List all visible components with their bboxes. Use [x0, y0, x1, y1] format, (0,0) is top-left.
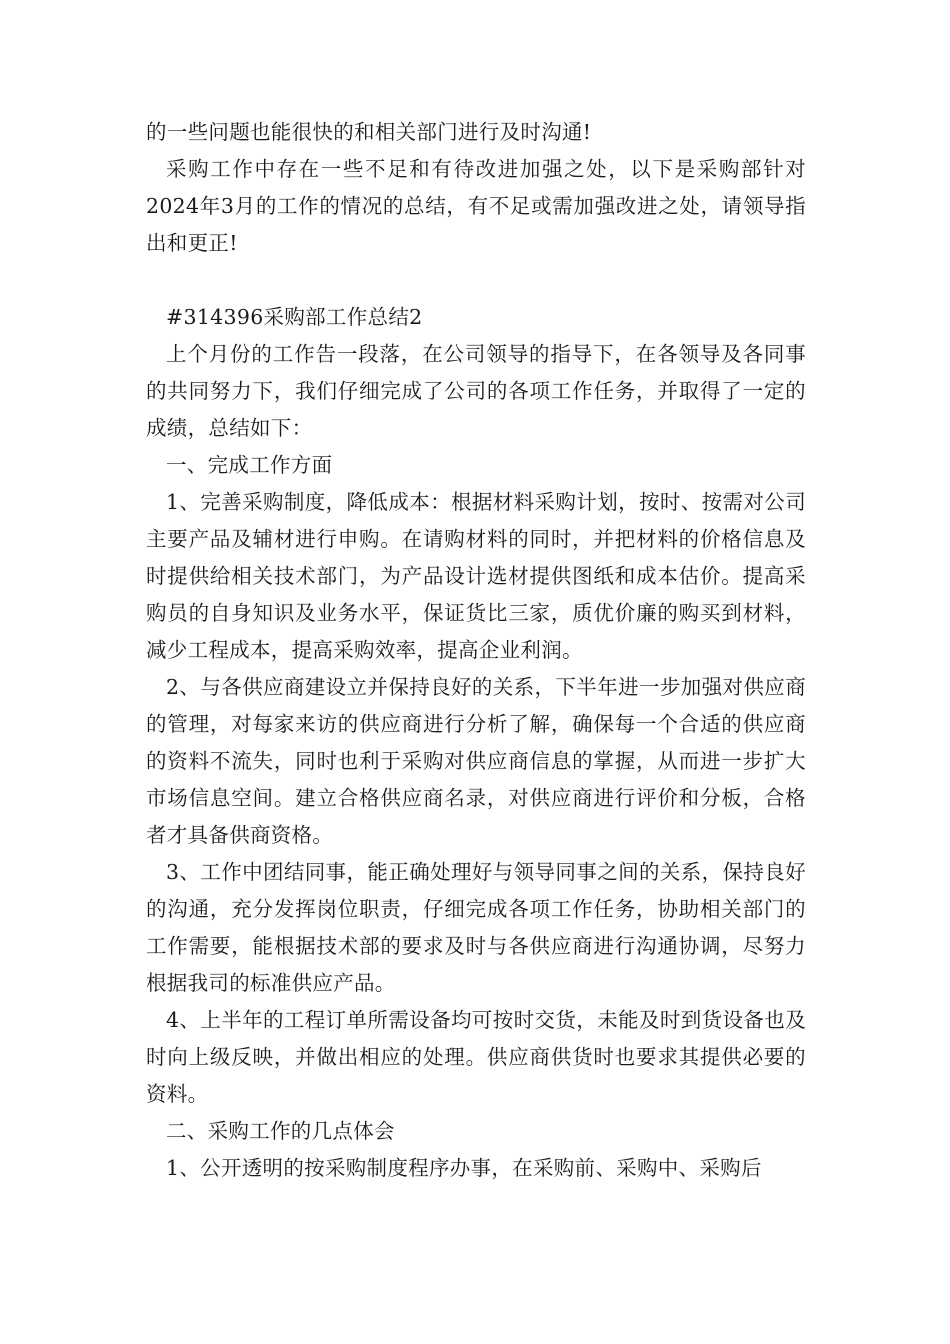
heading-completed-work: 一、完成工作方面: [166, 453, 333, 477]
list-item-2: 2、与各供应商建设立并保持良好的关系，下半年进一步加强对供应商的管理，对每家来访的供应商进行分析了解，确保每一个合适的供应商的资料不流失，同时也利于采购对供应商信息的掌握，从而进一步扩大市场信息空间。建立合格供应商名录，对供应商进行评价和分板，合格者才具备供商资格。: [146, 675, 806, 847]
list-item-4: 4、上半年的工程订单所需设备均可按时交货，未能及时到货设备也及时向上级反映，并做出相应的处理。供应商供货时也要求其提供必要的资料。: [146, 1008, 806, 1106]
paragraph-intro: 上个月份的工作告一段落，在公司领导的指导下，在各领导及各同事的共同努力下，我们仔细完成了公司的各项工作任务，并取得了一定的成绩，总结如下：: [146, 342, 806, 440]
heading-experience: 二、采购工作的几点体会: [166, 1119, 395, 1143]
paragraph-continued: 的一些问题也能很快的和相关部门进行及时沟通!: [146, 120, 592, 144]
list-item-3: 3、工作中团结同事，能正确处理好与领导同事之间的关系，保持良好的沟通，充分发挥岗位职责，仔细完成各项工作任务，协助相关部门的工作需要，能根据技术部的要求及时与各供应商进行沟通协调，尽努力根据我司的标准供应产品。: [146, 860, 806, 995]
section-title: #314396采购部工作总结2: [166, 305, 423, 329]
paragraph-gap: [146, 262, 806, 299]
list-item-5: 1、公开透明的按采购制度程序办事，在采购前、采购中、采购后: [166, 1156, 762, 1180]
list-item-1: 1、完善采购制度，降低成本：根据材料采购计划，按时、按需对公司主要产品及辅材进行申购。在请购材料的同时，并把材料的价格信息及时提供给相关技术部门，为产品设计选材提供图纸和成本估价。提高采购员的自身知识及业务水平，保证货比三家，质优价廉的购买到材料，减少工程成本，提高采购效率，提高企业利润。: [146, 490, 806, 662]
paragraph-summary-note: 采购工作中存在一些不足和有待改进加强之处，以下是采购部针对2024年3月的工作的情况的总结，有不足或需加强改进之处，请领导指出和更正!: [146, 157, 806, 255]
document-page: [146, 114, 806, 1187]
